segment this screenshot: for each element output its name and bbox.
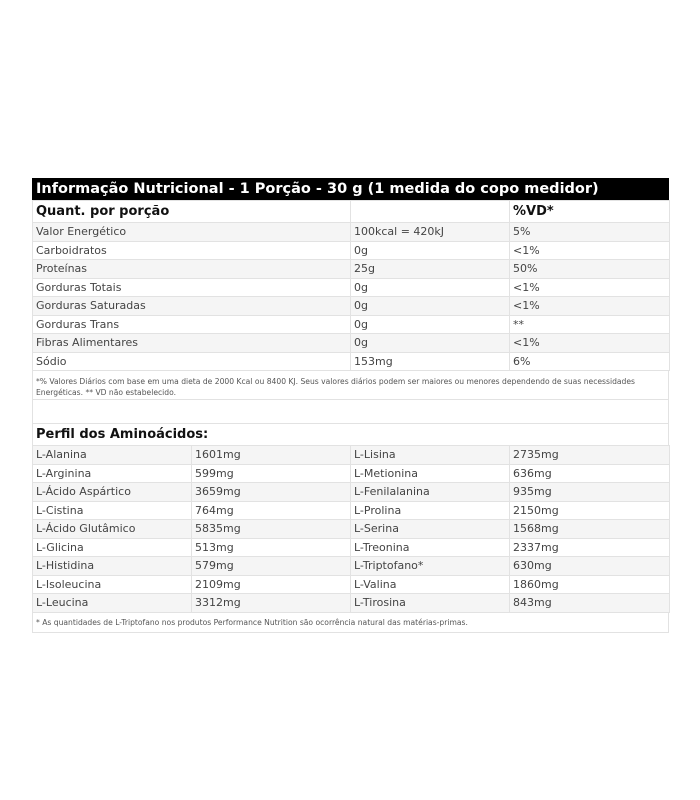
nutrient-amount: 0g xyxy=(351,278,510,297)
nutrition-row xyxy=(33,260,670,279)
section-spacer xyxy=(32,400,669,423)
amino-name: L-Metionina xyxy=(351,464,510,483)
nutrient-name: Gorduras Trans xyxy=(33,315,351,334)
nutrition-row xyxy=(33,334,670,353)
nutrition-footnote: *% Valores Diários com base em uma dieta de 2000 Kcal ou 8400 KJ. Seus valores diários podem ser maiores ou menores dependendo de suas necessidades Energéticas. ** VD não estabelecido. xyxy=(32,371,669,400)
amino-name: L-Triptofano* xyxy=(351,557,510,576)
amino-value: 579mg xyxy=(192,557,351,576)
nutrition-rows xyxy=(33,223,670,371)
amino-title: Perfil dos Aminoácidos: xyxy=(32,423,669,445)
amino-name: L-Isoleucina xyxy=(33,575,192,594)
nutrition-row xyxy=(33,241,670,260)
amino-value: 5835mg xyxy=(192,520,351,539)
nutrient-amount: 0g xyxy=(351,334,510,353)
amino-row xyxy=(33,575,670,594)
amino-value: 2337mg xyxy=(510,538,670,557)
nutrient-vd: 50% xyxy=(510,260,670,279)
nutrient-amount: 100kcal = 420kJ xyxy=(351,223,510,242)
amino-name: L-Arginina xyxy=(33,464,192,483)
amino-name: L-Alanina xyxy=(33,446,192,465)
amino-row xyxy=(33,557,670,576)
amino-name: L-Glicina xyxy=(33,538,192,557)
nutrient-name: Gorduras Saturadas xyxy=(33,297,351,316)
nutrient-name: Fibras Alimentares xyxy=(33,334,351,353)
amino-value: 2109mg xyxy=(192,575,351,594)
amino-name: L-Leucina xyxy=(33,594,192,613)
nutrition-row xyxy=(33,278,670,297)
amino-row xyxy=(33,520,670,539)
amino-value: 599mg xyxy=(192,464,351,483)
amino-row xyxy=(33,446,670,465)
nutrient-amount: 25g xyxy=(351,260,510,279)
amino-table xyxy=(32,445,670,613)
portion-header: Quant. por porção xyxy=(33,201,351,223)
amino-value: 843mg xyxy=(510,594,670,613)
amino-name: L-Histidina xyxy=(33,557,192,576)
amino-row xyxy=(33,464,670,483)
amino-name: L-Prolina xyxy=(351,501,510,520)
amino-name: L-Fenilalanina xyxy=(351,483,510,502)
nutrient-vd: 5% xyxy=(510,223,670,242)
nutrition-row xyxy=(33,223,670,242)
nutrition-title: Informação Nutricional - 1 Porção - 30 g (1 medida do copo medidor) xyxy=(32,178,669,200)
amino-name: L-Lisina xyxy=(351,446,510,465)
nutrition-row xyxy=(33,315,670,334)
nutrition-row xyxy=(33,297,670,316)
amino-value: 2735mg xyxy=(510,446,670,465)
amino-value: 764mg xyxy=(192,501,351,520)
nutrient-name: Gorduras Totais xyxy=(33,278,351,297)
amino-value: 513mg xyxy=(192,538,351,557)
nutrition-header-row xyxy=(33,201,670,223)
nutrition-table xyxy=(32,200,670,371)
nutrition-facts-panel xyxy=(32,178,669,633)
nutrient-amount: 0g xyxy=(351,297,510,316)
nutrient-amount: 0g xyxy=(351,241,510,260)
nutrient-name: Sódio xyxy=(33,352,351,371)
amino-row xyxy=(33,501,670,520)
amino-row xyxy=(33,538,670,557)
amino-value: 935mg xyxy=(510,483,670,502)
amino-name: L-Cistina xyxy=(33,501,192,520)
nutrient-name: Valor Energético xyxy=(33,223,351,242)
amino-value: 2150mg xyxy=(510,501,670,520)
amino-name: L-Tirosina xyxy=(351,594,510,613)
amino-rows xyxy=(33,446,670,613)
nutrient-vd: 6% xyxy=(510,352,670,371)
amount-header xyxy=(351,201,510,223)
nutrient-vd: ** xyxy=(510,315,670,334)
amino-name: L-Ácido Glutâmico xyxy=(33,520,192,539)
nutrition-row xyxy=(33,352,670,371)
amino-name: L-Valina xyxy=(351,575,510,594)
amino-name: L-Serina xyxy=(351,520,510,539)
amino-footnote: * As quantidades de L-Triptofano nos produtos Performance Nutrition são ocorrência natural das matérias-primas. xyxy=(32,613,669,633)
amino-row xyxy=(33,594,670,613)
amino-value: 630mg xyxy=(510,557,670,576)
nutrient-amount: 0g xyxy=(351,315,510,334)
nutrient-vd: <1% xyxy=(510,334,670,353)
amino-value: 636mg xyxy=(510,464,670,483)
amino-name: L-Ácido Aspártico xyxy=(33,483,192,502)
amino-value: 1860mg xyxy=(510,575,670,594)
vd-header: %VD* xyxy=(510,201,670,223)
amino-name: L-Treonina xyxy=(351,538,510,557)
amino-value: 1601mg xyxy=(192,446,351,465)
nutrient-name: Carboidratos xyxy=(33,241,351,260)
amino-value: 3659mg xyxy=(192,483,351,502)
amino-value: 1568mg xyxy=(510,520,670,539)
nutrient-vd: <1% xyxy=(510,241,670,260)
nutrient-vd: <1% xyxy=(510,278,670,297)
nutrient-amount: 153mg xyxy=(351,352,510,371)
amino-row xyxy=(33,483,670,502)
nutrient-vd: <1% xyxy=(510,297,670,316)
amino-value: 3312mg xyxy=(192,594,351,613)
nutrient-name: Proteínas xyxy=(33,260,351,279)
